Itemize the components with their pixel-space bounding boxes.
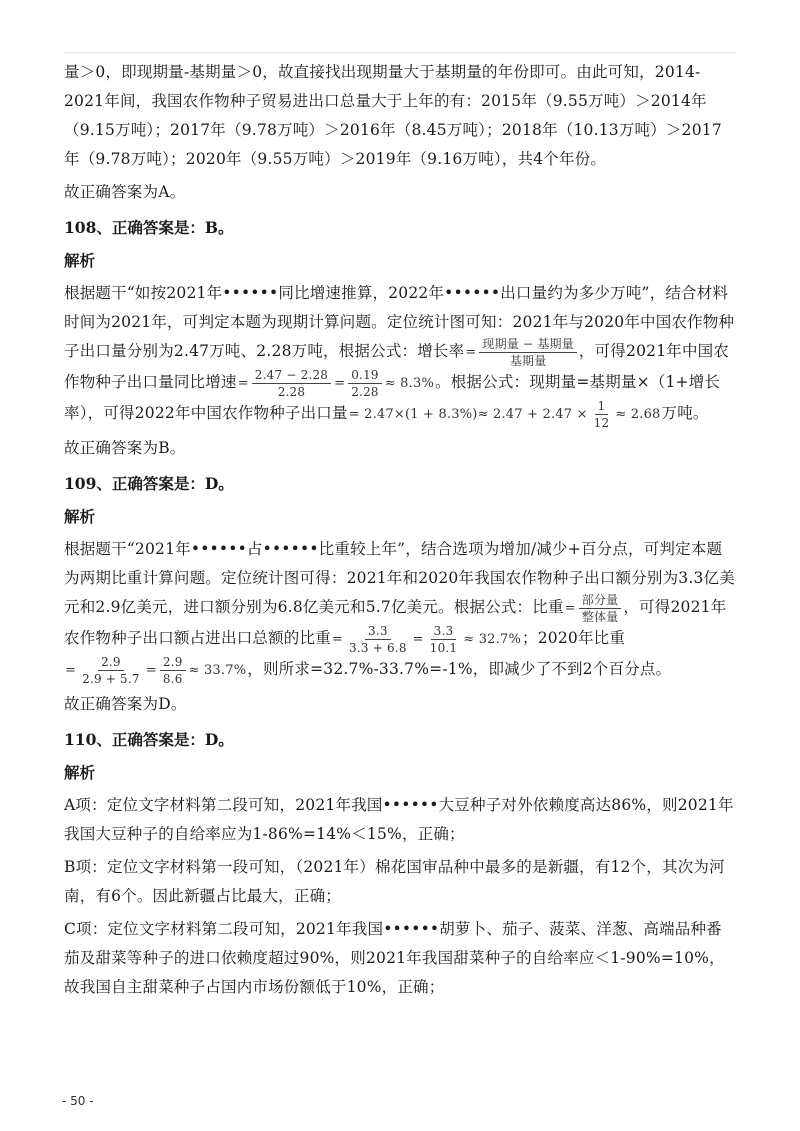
jiexi-label-109: 解析 <box>64 507 96 526</box>
option-c-analysis: C项：定位文字材料第二段可知，2021年我国••••••胡萝卜、茄子、菠菜、洋葱、高端品种番茄及甜菜等种子的进口依赖度超过90%，则2021年我国甜菜种子的自给率应＜1-90%=10%，故我国自主甜菜种子占国内市场份额低于10%，正确； <box>64 920 725 996</box>
page-number: - 50 - <box>62 1094 94 1108</box>
analysis-108-text-4: 万吨。 <box>661 404 709 422</box>
share-formula: = $\frac{\text{部分量}}{\text{整体量}}$ <box>564 600 624 615</box>
analysis-108-text-2: ，可得2021年中国农作物种子出口量同比增速 <box>64 342 730 391</box>
heading-109: 109、正确答案是：D。 <box>64 474 234 493</box>
answer-108: 故正确答案为B。 <box>64 439 186 457</box>
jiexi-label-110: 解析 <box>64 763 96 782</box>
heading-110: 110、正确答案是：D。 <box>64 730 234 749</box>
share-2020-calc: = $\frac{2.9}{2.9 + 5.7}$ = $\frac{2.9}{8.6}$ ≈ 33.7% <box>65 655 247 686</box>
analysis-108 <box>64 279 736 430</box>
share-2021-calc: = $\frac{3.3}{3.3 + 6.8}$ = $\frac{3.3}{10.1}$ ≈ 32.7% <box>331 624 522 655</box>
heading-108: 108、正确答案是：B。 <box>64 218 234 237</box>
document-page <box>64 58 736 1006</box>
answer-107: 故正确答案为A。 <box>64 183 186 201</box>
header-rule <box>64 52 736 53</box>
export-2022-calc: = 2.47×(1 + 8.3%)≈ 2.47 + 2.47 × $\frac{1}{12}$ ≈ 2.68 <box>348 399 661 430</box>
analysis-109 <box>64 535 736 686</box>
option-a-analysis: A项：定位文字材料第二段可知，2021年我国••••••大豆种子对外依赖度高达86%，则2021年我国大豆种子的自给率应为1-86%=14%＜15%，正确； <box>64 796 734 843</box>
analysis-109-text-2: ，可得2021年农作物种子出口额占进出口总额的比重 <box>64 598 727 647</box>
growth-rate-formula: = $\frac{\text{现期量 − 基期量}}{\text{基期量}}$ <box>464 344 579 359</box>
jiexi-label-108: 解析 <box>64 251 96 270</box>
answer-109: 故正确答案为D。 <box>64 695 187 713</box>
analysis-108-text-1: 根据题干“如按2021年••••••同比增速推算，2022年••••••出口量约为多少万吨”，结合材料时间为2021年，可判定本题为现期计算问题。定位统计图可知：2021年与2020年中国农作物种子出口量分别为2.47万吨、2.28万吨，根据公式：增长率 <box>64 284 735 360</box>
analysis-109-text-4: ，则所求=32.7%-33.7%=-1%，即减少了不到2个百分点。 <box>247 660 672 678</box>
analysis-109-text-1: 根据题干“2021年••••••占••••••比重较上年”，结合选项为增加/减少+百分点，可判定本题为两期比重计算问题。定位统计图可得：2021年和2020年我国农作物种子出口额分别为3.3亿美元和2.9亿美元，进口额分别为6.8亿美元和5.7亿美元。根据公式：比重 <box>64 540 735 616</box>
analysis-109-text-3: ；2020年比重 <box>522 629 626 647</box>
growth-rate-calc: = $\frac{2.47 - 2.28}{2.28}$ = $\frac{0.19}{2.28}$ ≈ 8.3% <box>237 368 435 399</box>
analysis-108-text-3: 。根据公式：现期量=基期量×（1+增长率），可得2022年中国农作物种子出口量 <box>64 373 721 422</box>
paragraph-107-conclusion: 量＞0，即现期量-基期量＞0，故直接找出现期量大于基期量的年份即可。由此可知，2014-2021年间，我国农作物种子贸易进出口总量大于上年的有：2015年（9.55万吨）＞2014年（9.15万吨）；2017年（9.78万吨）＞2016年（8.45万吨）；2018年（10.13万吨）＞2017年（9.78万吨）；2020年（9.55万吨）＞2019年（9.16万吨），共4个年份。 <box>64 63 722 168</box>
option-b-analysis: B项：定位文字材料第一段可知，（2021年）棉花国审品种中最多的是新疆，有12个，其次为河南，有6个。因此新疆占比最大，正确； <box>64 858 725 905</box>
